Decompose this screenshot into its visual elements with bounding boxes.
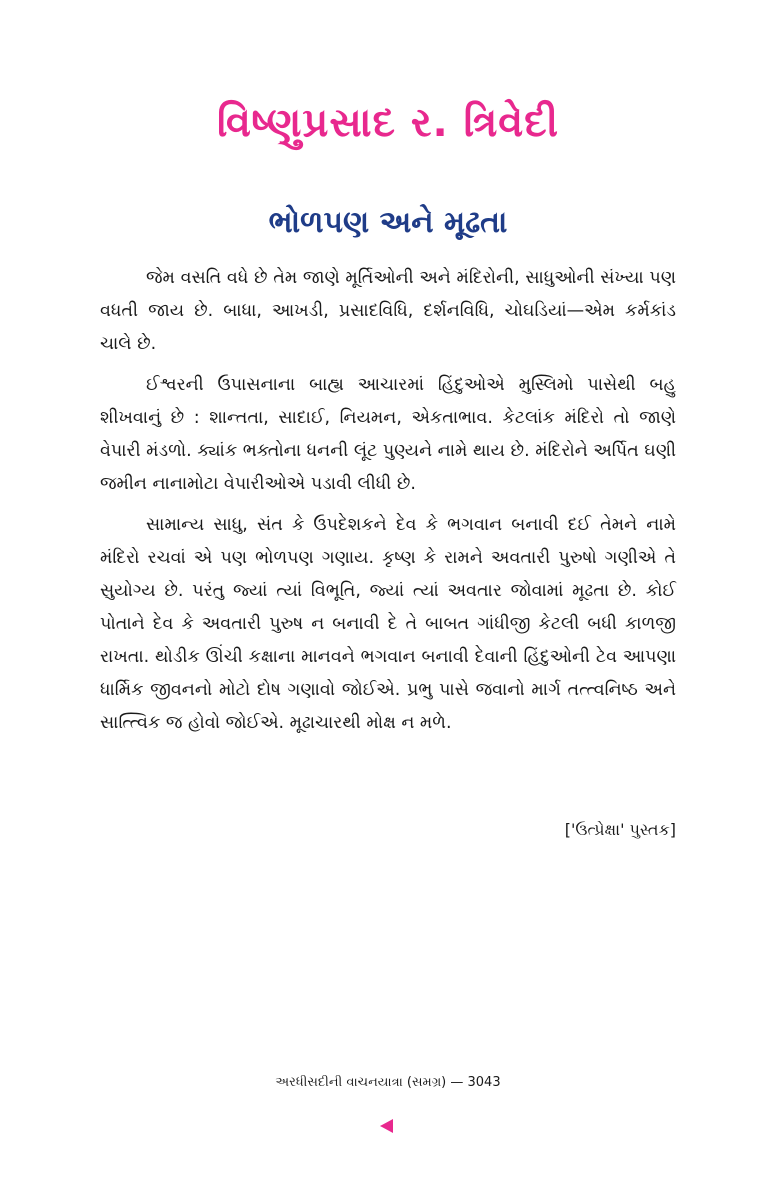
article-body [100,262,676,748]
paragraph: સામાન્ય સાધુ, સંત કે ઉપદેશકને દેવ કે ભગવાન બનાવી દઈ તેમને નામે મંદિરો રચવાં એ પણ ભોળપણ ગણાય. કૃષ્ણ કે રામને અવતારી પુરુષો ગણીએ તે સુયોગ્ય છે. પરંતુ જ્યાં ત્યાં વિભૂતિ, જ્યાં ત્યાં અવતાર જોવામાં મૂઢતા છે. કોઈ પોતાને દેવ કે અવતારી પુરુષ ન બનાવી દે તે બાબત ગાંધીજી કેટલી બધી કાળજી રાખતા. થોડીક ઊંચી કક્ષાના માનવને ભગવાન બનાવી દેવાની હિંદુઓની ટેવ આપણા ધાર્મિક જીવનનો મોટો દોષ ગણાવો જોઈએ. પ્રભુ પાસે જવાનો માર્ગ તત્ત્વનિષ્ઠ અને સાત્ત્વિક જ હોવો જોઈએ. મૂઢાચારથી મોક્ષ ન મળે. [100,515,676,733]
source-citation: ['ઉત્પ્રેક્ષા' પુસ્તક] [564,820,676,839]
page-footer: અરધીસદીની વાચનયાત્રા (સમગ્ર) — 3043 [275,1075,501,1090]
article-title: ભોળપણ અને મૂઢતા [268,205,508,240]
author-name: વિષ્ણુપ્રસાદ ર. ત્રિવેદી [216,100,560,146]
page-marker-icon [380,1119,393,1133]
paragraph: ઈશ્વરની ઉપાસનાના બાહ્ય આચારમાં હિંદુઓએ મુસ્લિમો પાસેથી બહુ શીખવાનું છે : શાન્તતા, સાદાઈ, નિયમન, એકતાભાવ. કેટલાંક મંદિરો તો જાણે વેપારી મંડળો. ક્યાંક ભક્તોના ધનની લૂંટ પુણ્યને નામે થાય છે. મંદિરોને અર્પિત ઘણી જમીન નાનામોટા વેપારીઓએ પડાવી લીધી છે. [100,375,676,494]
paragraph: જેમ વસતિ વધે છે તેમ જાણે મૂર્તિઓની અને મંદિરોની, સાધુઓની સંખ્યા પણ વધતી જાય છે. બાધા, આખડી, પ્રસાદવિધિ, દર્શનવિધિ, ચોઘડિયાં—એમ કર્મકાંડ ચાલે છે. [100,268,676,354]
